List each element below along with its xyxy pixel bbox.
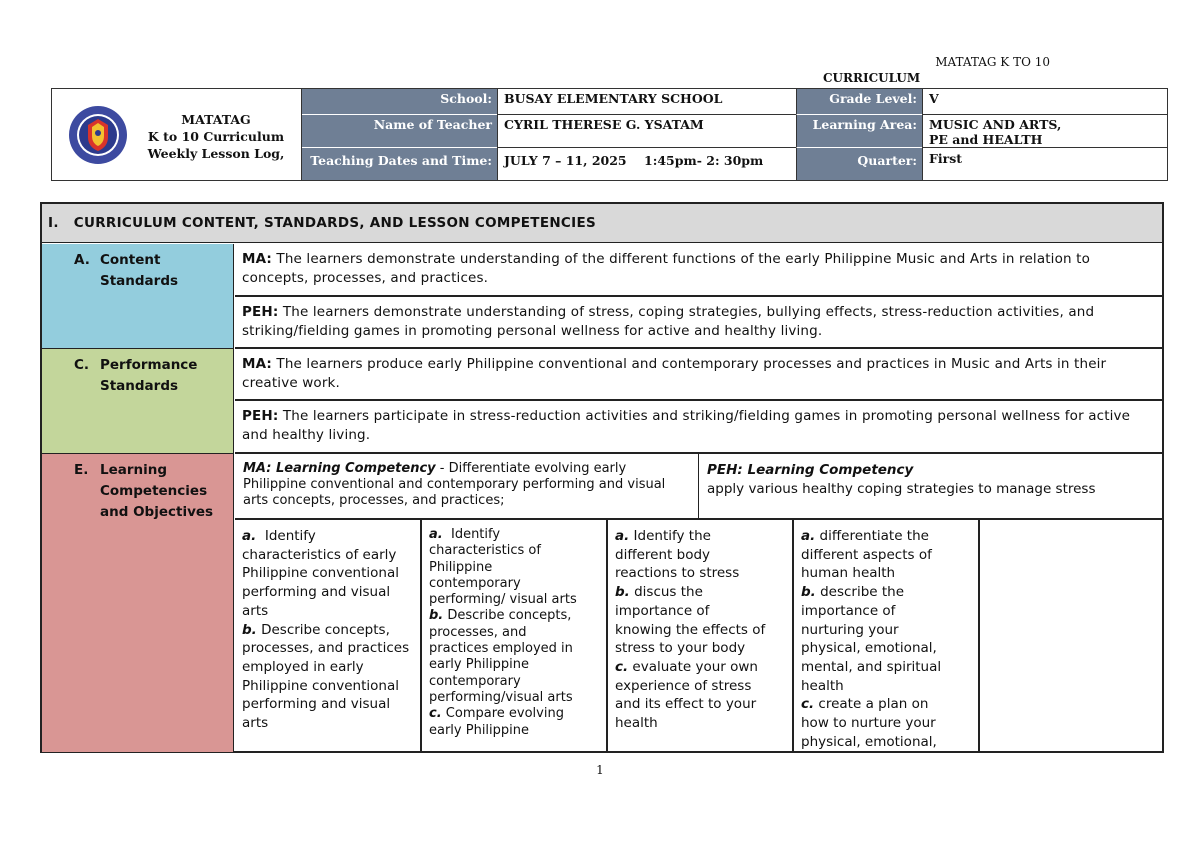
objective-text: knowing the effects of (615, 621, 766, 638)
objective-line (429, 641, 599, 657)
objective-line (242, 527, 413, 546)
objective-text: describe the (815, 584, 905, 601)
objective-text: physical, emotional, (801, 640, 937, 657)
objective-text: experience of stress (615, 677, 752, 694)
objective-marker: b. (615, 584, 630, 601)
objective-line (615, 546, 785, 565)
content-standards-label: A. Content Standards (42, 244, 234, 349)
learning-area-label: Learning Area: (796, 115, 922, 148)
objective-line (615, 639, 785, 658)
objective-line (801, 621, 971, 640)
objective-text: different body (615, 546, 711, 563)
objectives-column-1 (235, 520, 422, 753)
objective-text: Identify the (629, 528, 711, 544)
objective-line (242, 564, 413, 583)
objective-text: practices employed in (429, 641, 573, 657)
objective-line (801, 583, 971, 602)
teacher-value: CYRIL THERESE G. YSATAM (497, 115, 796, 148)
objective-text: early Philippine (429, 657, 530, 673)
objective-text: processes, and (429, 624, 527, 640)
objective-line (801, 564, 971, 583)
ma-learning-competency: MA: Learning Competency - Differentiate evolving early Philippine conventional and contemporary performing and visual arts concepts, processes, and practices; (235, 454, 699, 520)
objective-line (615, 527, 785, 546)
objective-line (801, 602, 971, 621)
objective-text: importance of (615, 602, 710, 619)
objective-text: performing/ visual arts (429, 592, 577, 608)
page-number: 1 (596, 763, 604, 777)
objective-text: Philippine (429, 559, 493, 575)
objective-line (429, 592, 599, 608)
objectives-column-5 (980, 520, 1163, 753)
objective-line (615, 621, 785, 640)
objective-marker: a. (615, 528, 630, 544)
objective-marker: a. (801, 528, 816, 544)
grade-level-value: V (922, 89, 1167, 115)
objective-line (801, 714, 971, 733)
objective-text: arts (242, 602, 269, 619)
objective-line (801, 639, 971, 658)
curriculum-caption: MATATAG K TO 10 CURRICULUM (823, 55, 1050, 85)
objective-text: early Philippine (429, 722, 530, 738)
teaching-dates-value: JULY 7 – 11, 2025 1:45pm- 2: 30pm (497, 148, 796, 180)
objective-line (801, 546, 971, 565)
objective-marker: b. (801, 584, 816, 601)
objective-line (429, 674, 599, 690)
objective-text: performing and visual (242, 696, 391, 713)
objective-marker: c. (801, 696, 815, 713)
quarter-value: First (922, 148, 1167, 180)
performance-standards-label: C. Performance Standards (42, 349, 234, 454)
school-label: School: (302, 89, 497, 115)
section-heading: I. CURRICULUM CONTENT, STANDARDS, AND LESSON COMPETENCIES (42, 204, 1162, 243)
grade-level-label: Grade Level: (796, 89, 922, 115)
teacher-label: Name of Teacher (302, 115, 497, 148)
learning-area-value: MUSIC AND ARTS, PE and HEALTH (922, 115, 1167, 148)
objective-line (615, 564, 785, 583)
objective-line (242, 695, 413, 714)
curriculum-content-table (40, 202, 1164, 753)
objective-text: employed in early (242, 658, 364, 675)
objective-line (615, 714, 785, 733)
objective-text: and its effect to your (615, 696, 757, 713)
objective-text: Describe concepts, (256, 621, 390, 638)
objective-line (615, 658, 785, 677)
objective-marker: b. (242, 621, 257, 638)
objective-line (615, 583, 785, 602)
objective-line (429, 723, 599, 739)
objective-marker: c. (615, 658, 629, 675)
objective-text: performing/visual arts (429, 689, 573, 705)
objective-line (242, 639, 413, 658)
objectives-column-2 (422, 520, 608, 753)
objective-text: characteristics of early (242, 546, 397, 563)
objective-line (429, 690, 599, 706)
objective-text: processes, and practices (242, 640, 410, 657)
objective-marker: a. (429, 527, 443, 542)
objective-line (429, 576, 599, 592)
deped-seal-icon (68, 105, 128, 165)
objective-line (242, 658, 413, 677)
objective-text: mental, and spiritual (801, 658, 942, 675)
objective-line (801, 733, 971, 752)
objective-text: Compare evolving (441, 706, 564, 722)
objective-text: discus the (629, 584, 703, 601)
objective-line (801, 658, 971, 677)
objective-line (801, 677, 971, 696)
objective-text: physical, emotional, (801, 733, 937, 750)
objective-line (242, 602, 413, 621)
objective-line (429, 527, 599, 543)
quarter-label: Quarter: (796, 148, 922, 180)
objective-line (242, 677, 413, 696)
objective-line (242, 621, 413, 640)
objective-text: health (801, 677, 844, 694)
objective-text: Describe concepts, (443, 608, 572, 624)
objective-text: evaluate your own (628, 658, 758, 675)
objective-line (429, 560, 599, 576)
objective-text: arts (242, 715, 269, 732)
objective-text: reactions to stress (615, 565, 740, 582)
objective-text: how to nurture your (801, 715, 936, 732)
content-standards-peh: PEH: The learners demonstrate understanding of stress, coping strategies, bullying effects, stress-reduction activities, and striking/fielding games in promoting personal wellness for active and healthy living. (235, 297, 1163, 349)
objectives-column-3 (608, 520, 794, 753)
objective-text: create a plan on (814, 696, 929, 713)
objective-line (801, 527, 971, 546)
objective-text: contemporary (429, 575, 521, 591)
performance-standards-ma: MA: The learners produce early Philippine conventional and contemporary processes and practices in Music and Arts in their creative work. (235, 349, 1163, 401)
objective-text: health (615, 715, 658, 732)
learning-competencies-label: E. Learning Competencies and Objectives (42, 454, 234, 753)
objective-text: characteristics of (429, 543, 541, 559)
objective-line (429, 625, 599, 641)
objective-line (615, 695, 785, 714)
teaching-dates-label: Teaching Dates and Time: (302, 148, 497, 180)
objective-text: performing and visual (242, 584, 391, 601)
objectives-column-4 (794, 520, 980, 753)
objective-text: human health (801, 565, 896, 582)
objective-line (429, 706, 599, 722)
peh-learning-competency: PEH: Learning Competency apply various healthy coping strategies to manage stress (699, 454, 1163, 520)
objective-line (429, 543, 599, 559)
objective-text: Identify (256, 528, 316, 544)
objective-text: different aspects of (801, 546, 932, 563)
objective-text: Identify (442, 527, 501, 542)
objective-marker: c. (429, 706, 442, 722)
logo-cell (52, 89, 302, 180)
objective-line (429, 608, 599, 624)
lesson-log-title: MATATAG K to 10 Curriculum Weekly Lesson Log, (147, 112, 285, 161)
objective-marker: a. (242, 528, 257, 544)
objective-text: Philippine conventional (242, 677, 399, 694)
objective-text: contemporary (429, 673, 521, 689)
lesson-log-header (51, 88, 1168, 181)
objective-line (429, 657, 599, 673)
objective-text: importance of (801, 602, 896, 619)
objective-text: Philippine conventional (242, 565, 399, 582)
objective-line (801, 695, 971, 714)
objective-text: nurturing your (801, 621, 899, 638)
objective-line (242, 546, 413, 565)
performance-standards-peh: PEH: The learners participate in stress-reduction activities and striking/fielding games in promoting personal wellness for active and healthy living. (235, 401, 1163, 454)
objective-line (615, 677, 785, 696)
objective-text: differentiate the (815, 528, 929, 544)
content-standards-ma: MA: The learners demonstrate understanding of the different functions of the early Philippine Music and Arts in relation to concepts, processes, and practices. (235, 244, 1163, 297)
objective-line (242, 714, 413, 733)
objective-text: stress to your body (615, 640, 746, 657)
objective-line (615, 602, 785, 621)
objective-marker: b. (429, 608, 444, 624)
objective-line (242, 583, 413, 602)
school-value: BUSAY ELEMENTARY SCHOOL (497, 89, 796, 115)
